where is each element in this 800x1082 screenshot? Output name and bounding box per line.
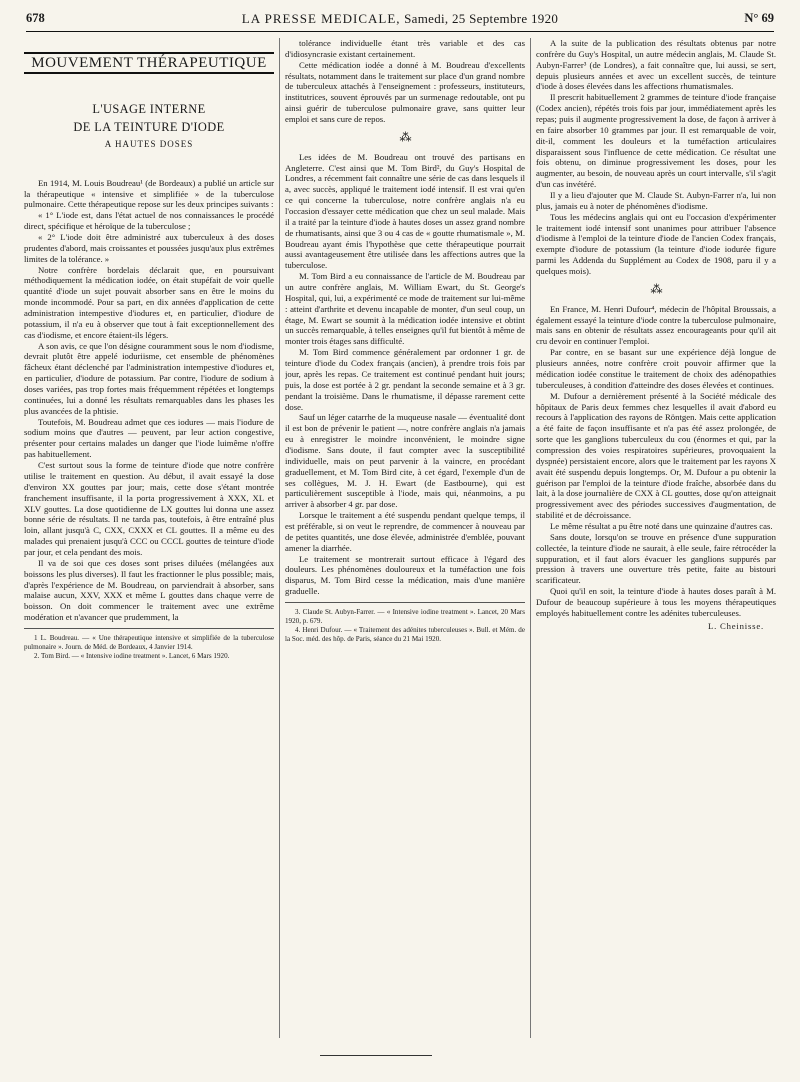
journal-line <box>242 11 558 27</box>
paragraph: M. Dufour a dernièrement présenté à la Société médicale des hôpitaux de Paris deux femmes chez lesquelles il avait d'abord eu recours à l'application des rayons de Röntgen. Mais cette application a été faite de façon insuffisante et n'a pas été assez prolongée, de sorte que les ganglions tuberculeux du cou (énormes et qui, par la compression des voies respiratoires supérieures, provoquaient la dyspnée) persistaient encore, alors que le traitement par les rayons X avait été suspendu depuis longtemps. Or, M. Dufour a pu obtenir la guérison par l'emploi de la teinture d'iode fraîche, absorbée dans du lait, à la dose journalière de CXX à CL gouttes, dose qu'on atteignait progressivement avec des périodes successives d'augmentation, de stabilité et de décroissance. <box>536 390 776 521</box>
footnote: 2. Tom Bird. — « Intensive iodine treatment ». Lancet, 6 Mars 1920. <box>34 651 230 660</box>
paragraph: M. Tom Bird commence généralement par ordonner 1 gr. de teinture d'iode du Codex français (ancien), à prendre trois fois par jour, après les repas. Ce traitement est continué pendant huit jours; puis, la dose est portée à 2 gr. pendant la seconde semaine et à 3 gr. pendant la troisième. Dans le rhumatisme, il dépasse rarement cette dose. <box>285 347 525 412</box>
paragraph: A la suite de la publication des résultats obtenus par notre confrère du Guy's Hospital, un autre médecin anglais, M. Claude St. Aubyn-Farrer³ (de Londres), a fait connaître que, lui aussi, se sert, depuis plusieurs années et avec un excellent succès, de teinture d'iode à doses élevées dans les affections rhumatismales. <box>536 38 776 92</box>
column-middle-body <box>285 38 525 125</box>
page-number: 678 <box>26 11 45 25</box>
paragraph: En France, M. Henri Dufour⁴, médecin de l'hôpital Broussais, a également essayé la teinture d'iode contre la tuberculose pulmonaire, mais sans en obtenir de résultats assez encourageants pour qu'il ait cru devoir en continuer l'emploi. <box>536 303 776 347</box>
column-left <box>24 38 274 1050</box>
issue-number: N° 69 <box>744 11 774 25</box>
footnote: 4. Henri Dufour. — « Traitement des adénites tuberculeuses ». Bull. et Mém. de la Soc. méd. des hôp. de Paris, séance du 21 Mai 1920. <box>285 625 525 643</box>
paragraph: « 2° L'iode doit être administré aux tuberculeux à des doses prudentes d'abord, mais croissantes et poussées jusqu'aux plus extrêmes limites de la tolérance. » <box>24 232 274 264</box>
paragraph: Tous les médecins anglais qui ont eu l'occasion d'expérimenter le traitement iodé intensif sont unanimes pour attribuer l'absence d'iodisme à l'emploi de la teinture d'iode de l'ancien Codex français, exempte d'iodure de potassium (la teinture d'iode iodurée figure parmi les Addenda du Supplément au Codex de 1908, paru il y a quelques mois). <box>536 211 776 277</box>
footnote: 1 L. Boudreau. — « Une thérapeutique intensive et simplifiée de la tuberculose pulmonaire ». Journ. de Méd. de Bordeaux, 4 Janvier 1914. <box>24 633 274 651</box>
column-right-body-b <box>536 304 776 619</box>
paragraph: C'est surtout sous la forme de teinture d'iode que notre confrère utilise le traitement en question. Au début, il avait essayé la dose d'environ XX gouttes par jour; mais, cette dose s'étant montrée franchement insuffisante, il la porta progressivement à XXX, XL et XLV gouttes. La dose quotidienne de LX gouttes lui donna une assez bonne série de résultats. Il ne tarda pas, toutefois, à être entraîné plus loin, allant jusqu'à C, CXX, CXXX et CL gouttes. Il a même eu des malades qui prenaient jusqu'à CCC ou CCCL gouttes de teinture d'iode par jour, et cela pendant des mois. <box>24 460 274 557</box>
paragraph: M. Tom Bird a eu connaissance de l'article de M. Boudreau par un autre confrère anglais, M. William Ewart, du St. George's Hospital, qui, lui, a expérimenté ce mode de traitement sur lui-même : atteint d'arthrite et devenu incapable de monter, d'un seul coup, un étage, M. Ewart se soumit à la médication iodée intensive et obtint un succès remarquable, à telles enseignes qu'il fut bientôt à même de monter trois étages sans difficulté. <box>285 271 525 347</box>
paragraph: Lorsque le traitement a été suspendu pendant quelque temps, il est préférable, si on veut le reprendre, de commencer à nouveau par de petites quantités, une dose élevée, administrée d'emblée, pouvant amener la diarrhée. <box>285 510 525 553</box>
paragraph: Cette médication iodée a donné à M. Boudreau d'excellents résultats, notamment dans le traitement sur place d'un grand nombre de tuberculeux attachés à l'enseignement : professeurs, instituteurs, institutrices, souvent éprouvés par un surmenage redoutable, ont pu ainsi guérir de tuberculose pulmonaire grave, sans quitter leur emploi et sans cure de repos. <box>285 59 525 125</box>
page-header <box>26 6 774 32</box>
column-rule <box>279 38 280 1038</box>
paragraph: Le même résultat a pu être noté dans une quinzaine d'autres cas. <box>550 520 773 531</box>
issue-date: Samedi, 25 Septembre 1920 <box>404 10 559 26</box>
paragraph: Toutefois, M. Boudreau admet que ces iodures — mais l'iodure de sodium moins que d'autres — peuvent, par leur action congestive, présenter pour certains malades un danger que l'iode luimême n'offre pas habituellement. <box>24 416 274 460</box>
paragraph: Il y a lieu d'ajouter que M. Claude St. Aubyn-Farrer n'a, lui non plus, jamais eu à noter de phénomènes d'iodisme. <box>536 190 776 211</box>
journal-name: LA PRESSE MEDICALE, <box>241 10 401 26</box>
paragraph: Quoi qu'il en soit, la teinture d'iode à hautes doses paraît à M. Dufour de beaucoup supérieure à tous les moyens thérapeutiques employés habituellement contre les adénites tuberculeuses. <box>536 586 776 618</box>
paragraph: Sauf un léger catarrhe de la muqueuse nasale — éventualité dont il est bon de prévenir le patient —, notre confrère anglais n'a jamais eu à enregistrer le moindre inconvénient, le moindre signe d'iodisme. Sans doute, il faut compter avec la susceptibilité individuelle, mais on peut parvenir à la vaincre, en procédant graduellement, et M. Tom Bird cite, à cet égard, l'exemple d'un de ses collègues, M. J. H. Ewart (de Eastbourne), qui est particulièrement susceptible à l'iode, mais qui, néanmoins, a pu arriver à absorber 4 gr. par dose. <box>285 412 525 510</box>
section-ornament: ⁂ <box>399 129 411 144</box>
author-signature: L. Cheinisse. <box>707 620 764 631</box>
column-rule <box>530 38 531 1038</box>
article-subtitle: A HAUTES DOSES <box>104 138 194 149</box>
paragraph: Notre confrère bordelais déclarait que, en poursuivant méthodiquement la médication iodée, on était stupéfait de voir quelle quantité d'iode un sujet pouvait absorber sans en être le moins du monde incommodé. Pour sa part, en dix années d'application de cette administration intempestive d'iodures et, en particulier, d'iodure de potassium, il n'a eu à observer que tout à fait exceptionnellement des cas d'iodisme, et encore étaient-ils légers. <box>24 264 274 340</box>
section-ornament: ⁂ <box>650 281 662 296</box>
column-left-body <box>24 178 274 623</box>
paragraph: A son avis, ce que l'on désigne couramment sous le nom d'iodisme, devrait plutôt être appelé ioduriisme, cet ensemble de phénomènes fâcheux étant déclenché par l'administration intempestive d'iodures et, en particulier, d'iodure de potassium. Par contre, l'iodure de sodium à doses variées, pas trop fortes mais fréquemment répétées et longtemps continuées, lui a donné les résultats remarquables dans les phases les plus avancées de la phtisie. <box>24 340 274 416</box>
paragraph: Sans doute, lorsqu'on se trouve en présence d'une suppuration collectée, la teinture d'iode ne saurait, à elle seule, faire rétrocéder la suppuration, et il faut alors évacuer les ganglions suppurés par pression à travers une ouverture très petite, faite au bistouri scarificateur. <box>536 531 776 586</box>
article-title-line1: L'USAGE INTERNE <box>92 101 206 116</box>
article-title-line2: DE LA TEINTURE D'IODE <box>73 119 225 134</box>
paragraph: Par contre, en se basant sur une expérience déjà longue de plusieurs années, notre confrère croit pouvoir affirmer que la médication iodée constitue le traitement de choix des adénopathies tuberculeuses, à condition d'atteindre des doses élevées et continues. <box>536 347 776 390</box>
footnote: 3. Claude St. Aubyn-Farrer. — « Intensive iodine treatment ». Lancet, 20 Mars 1920, p. 679. <box>285 607 525 625</box>
column-right <box>536 38 776 1050</box>
section-title: MOUVEMENT THÉRAPEUTIQUE <box>24 52 274 74</box>
footnotes-left <box>24 628 274 661</box>
column-middle-body-b <box>285 152 525 597</box>
column-middle <box>285 38 525 1050</box>
paragraph: Le traitement se montrerait surtout efficace à l'égard des douleurs. Les phénomènes douloureux et la tuméfaction une fois disparus, M. Tom Bird cesse la médication, mais d'une manière graduelle. <box>285 553 525 597</box>
paragraph: Il va de soi que ces doses sont prises diluées (mélangées aux boissons les plus diverses). Il faut les fractionner le plus possible; mais, d'après l'expérience de M. Boudreau, on parviendrait à absorber, sans malaise aucun, XXV, XXX et même L gouttes dans chaque verre de boisson. On doit commencer le traitement avec une extrême modération et n'avancer que prudemment, la <box>24 557 274 623</box>
paragraph: « 1° L'iode est, dans l'état actuel de nos connaissances le procédé direct, spécifique et héroïque de la tuberculose ; <box>24 210 274 232</box>
paragraph: Il prescrit habituellement 2 grammes de teinture d'iode française (Codex ancien), répétés trois fois par jour, immédiatement après les repas; puis il augmente progressivement la dose, de façon à arriver à en faire absorber 10 grammes par jour. Il est remarquable de voir, dit-il, comment les douleurs et la tuméfaction articulaires disparaissent sous l'influence de cette médication. Ce résultat une fois obtenu, on diminue progressivement les doses, pour les augmenter, au besoin, de nouveau après un court intervalle, s'il s'agit d'un cas invétéré. <box>536 92 776 190</box>
bottom-rule <box>320 1055 432 1056</box>
paragraph: tolérance individuelle étant très variable et des cas d'idiosyncrasie existant certainement. <box>285 38 525 59</box>
footnotes-middle <box>285 602 525 644</box>
paragraph: En 1914, M. Louis Boudreau¹ (de Bordeaux) a publié un article sur la thérapeutique « intensive et simplifiée » de la tuberculose pulmonaire. Cette thérapeutique repose sur les deux principes suivants : <box>24 177 274 210</box>
paragraph: Les idées de M. Boudreau ont trouvé des partisans en Angleterre. C'est ainsi que M. Tom Bird², du Guy's Hospital de Londres, a récemment fait connaître une série de cas dans lesquels il a, avec succès, appliqué le traitement iodé intensif. Il est vrai qu'en ce qui concerne la tuberculose, notre confrère anglais n'a eu l'occasion d'essayer cette médication que chez un seul malade. Mais il a traité par la teinture d'iode à hautes doses un assez grand nombre de rhumatisants, ainsi que 3 ou 4 cas de « goutte rhumatismale », M. Boudreau ayant émis l'hypothèse que cette thérapeutique pourrait aussi avantageusement être utilisée dans les affections autres que la tuberculose. <box>285 151 525 271</box>
column-right-body <box>536 38 776 277</box>
